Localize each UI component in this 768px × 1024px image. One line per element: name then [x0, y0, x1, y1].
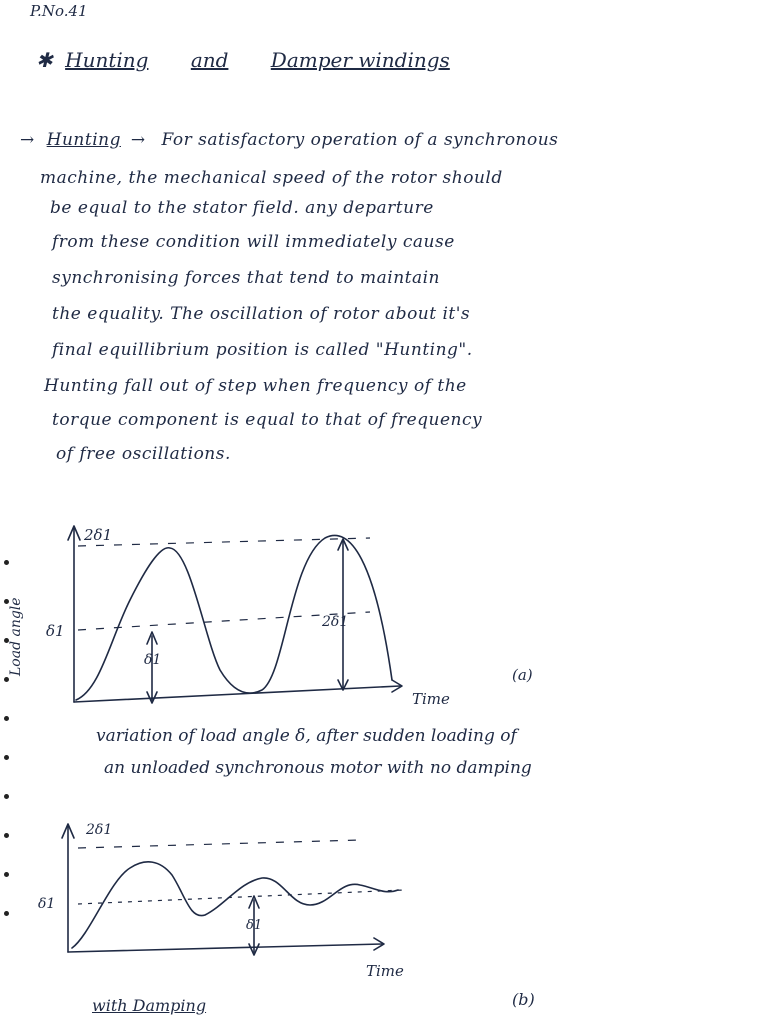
- paragraph-term-arrow: →: [130, 130, 146, 150]
- fig-a-y-top-label: 2δ1: [84, 526, 113, 544]
- fig-b-tag: (b): [512, 990, 535, 1009]
- fig-b-y-top-label: 2δ1: [86, 822, 113, 838]
- fig-b-d1-arrow-up: [249, 896, 259, 908]
- fig-a-x-axis-label: Time: [412, 690, 450, 708]
- paragraph-line-9: torque component is equal to that of frequency: [52, 410, 483, 430]
- fig-a-2d1-arrow-down: [338, 680, 348, 690]
- paragraph-arrow: →: [20, 130, 35, 150]
- fig-b-caption: with Damping: [92, 996, 207, 1015]
- paragraph-line-8: Hunting fall out of step when frequency of the: [44, 376, 467, 396]
- paragraph-line-1: [20, 130, 558, 150]
- paragraph-line-6: the equality. The oscillation of rotor about it's: [52, 304, 471, 324]
- fig-b-d1-dashed-line: [78, 890, 404, 904]
- fig-a-d1-arrow-down: [147, 692, 157, 703]
- fig-a-d1-arrow-up: [147, 632, 157, 644]
- page-heading: [36, 48, 450, 72]
- heading-title-damper: Damper windings: [270, 48, 450, 72]
- fig-b-x-axis-label: Time: [366, 962, 404, 980]
- fig-a-caption-line-2: an unloaded synchronous motor with no damping: [104, 758, 532, 778]
- paragraph-line-3: be equal to the stator field. any departure: [50, 198, 434, 218]
- fig-a-2d1-dashed-line: [78, 538, 370, 546]
- page-number: P.No.41: [30, 2, 88, 20]
- fig-a-caption-line-1: variation of load angle δ, after sudden loading of: [96, 726, 517, 746]
- heading-title-and: and: [190, 48, 229, 72]
- fig-a-x-axis: [74, 686, 400, 702]
- fig-b-y-arrowhead: [62, 824, 74, 838]
- fig-b-x-arrowhead: [374, 938, 384, 950]
- paragraph-line-10: of free oscillations.: [56, 444, 231, 464]
- fig-a-d1-arrow-label: δ1: [144, 652, 162, 668]
- fig-b-d1-arrow-down: [249, 944, 259, 955]
- paragraph-text: For satisfactory operation of a synchronous: [161, 130, 559, 150]
- paragraph-line-2: machine, the mechanical speed of the rotor should: [40, 168, 503, 188]
- fig-b-damped-curve: [72, 862, 398, 948]
- fig-a-y-arrowhead: [68, 526, 80, 540]
- heading-marker: ✱: [36, 48, 53, 72]
- paragraph-line-7: final equillibrium position is called "Hunting".: [52, 340, 473, 360]
- fig-a-y-axis-label: Load angle: [8, 597, 24, 676]
- paragraph-term: Hunting: [46, 130, 121, 150]
- fig-b-y-mid-label: δ1: [38, 896, 56, 912]
- fig-b-2d1-dashed-line: [78, 840, 360, 848]
- fig-a-x-arrowhead: [392, 680, 402, 692]
- fig-a-y-mid-label: δ1: [46, 622, 65, 640]
- fig-a-tag: (a): [512, 666, 533, 684]
- heading-title-hunting: Hunting: [65, 48, 149, 72]
- fig-b-x-axis: [68, 944, 382, 952]
- fig-a-2d1-arrow-up: [338, 539, 348, 550]
- paragraph-line-5: synchronising forces that tend to maintain: [52, 268, 440, 288]
- fig-a-2d1-arrow-label: 2δ1: [322, 614, 349, 630]
- paragraph-line-4: from these condition will immediately cause: [52, 232, 455, 252]
- fig-b-d1-arrow-label: δ1: [246, 918, 263, 933]
